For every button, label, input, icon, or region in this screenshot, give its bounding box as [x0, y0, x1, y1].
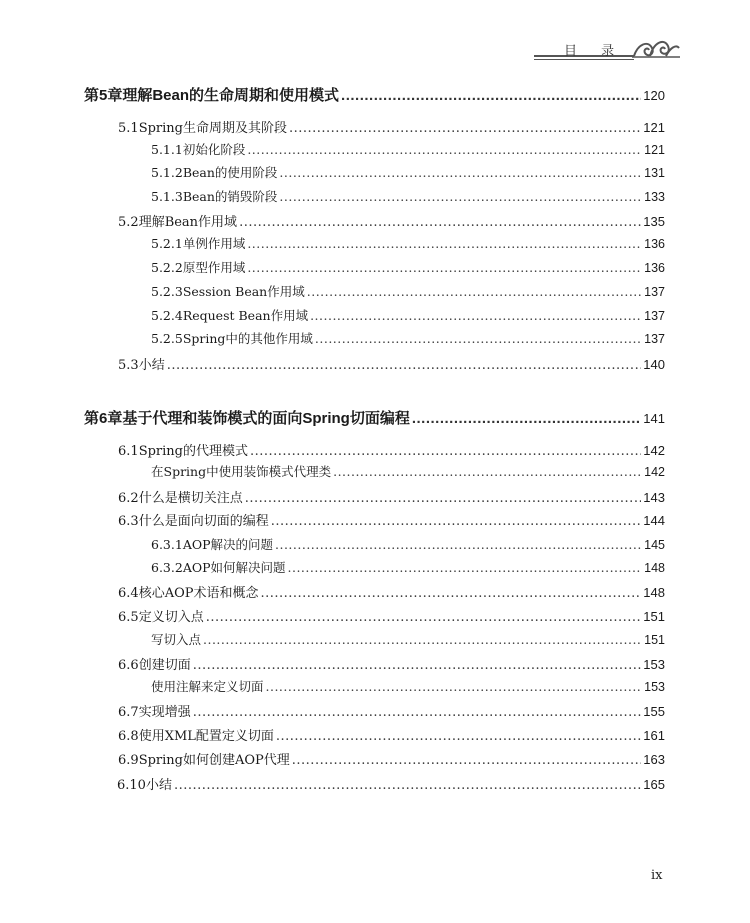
toc-entry-page: 161	[643, 728, 665, 743]
dot-leader	[333, 464, 642, 479]
toc-entry-title: 使用XML配置定义切面	[138, 729, 274, 744]
dot-leader	[239, 215, 641, 230]
dot-leader	[271, 514, 642, 529]
dot-leader	[247, 260, 642, 275]
dot-leader	[412, 410, 641, 427]
toc-entry-page: 165	[643, 777, 665, 792]
toc-entry-page: 151	[644, 633, 665, 647]
toc-subsection-entry[interactable]	[151, 258, 665, 276]
toc-entry-title: Spring中的其他作用域	[182, 331, 313, 346]
toc-section-entry[interactable]	[118, 606, 665, 625]
dot-leader	[279, 165, 642, 180]
toc-entry-title: Request Bean作用域	[182, 308, 309, 323]
toc-entry-title: 实现增强	[138, 705, 191, 720]
toc-entry-title: 理解Bean的生命周期和使用模式	[122, 87, 340, 104]
toc-section-entry[interactable]	[118, 487, 665, 506]
dot-leader	[193, 658, 642, 673]
toc-subsection-entry[interactable]	[151, 558, 665, 576]
toc-subsection-entry[interactable]	[151, 234, 665, 252]
toc-section-entry[interactable]	[117, 774, 665, 793]
toc-entry-title: 创建切面	[138, 658, 191, 673]
dot-leader	[247, 236, 642, 251]
toc-entry-title: 基于代理和装饰模式的面向Spring切面编程	[122, 410, 410, 427]
toc-entry-title: Bean的使用阶段	[182, 165, 278, 180]
toc-entry-title: 写切入点	[151, 632, 202, 647]
toc-entry-number: 6.6	[118, 658, 139, 673]
dot-leader	[275, 537, 642, 552]
toc-entry-number: 6.3.1	[151, 537, 183, 552]
toc-entry-page: 141	[643, 411, 665, 426]
toc-entry-number: 5.2.5	[151, 331, 183, 346]
toc-entry-page: 121	[644, 143, 665, 157]
dot-leader	[250, 444, 641, 459]
toc-entry-page: 153	[643, 657, 665, 672]
toc-entry-page: 148	[643, 585, 665, 600]
toc-entry-title: 什么是面向切面的编程	[138, 514, 269, 529]
toc-subsection-entry[interactable]	[151, 140, 665, 158]
toc-entry-page: 142	[643, 443, 665, 458]
toc-entry-number: 5.2	[118, 215, 139, 230]
toc-entry-number: 6.4	[118, 586, 139, 601]
toc-entry-title: AOP解决的问题	[182, 537, 273, 552]
toc-subsection-entry[interactable]	[151, 306, 665, 324]
dot-leader	[315, 331, 642, 346]
toc-subsection-entry[interactable]	[151, 282, 665, 300]
toc-section-entry[interactable]	[118, 725, 665, 744]
toc-section-entry[interactable]	[118, 749, 665, 768]
toc-entry-title: Spring如何创建AOP代理	[138, 753, 290, 768]
toc-entry-page: 155	[643, 704, 665, 719]
toc-entry-number: 5.3	[118, 358, 139, 373]
running-header	[534, 34, 679, 64]
toc-entry-number: 5.1.1	[151, 142, 183, 157]
dot-leader	[288, 560, 643, 575]
toc-section-entry[interactable]	[118, 211, 665, 230]
dot-leader	[260, 586, 641, 601]
toc-entry-page: 153	[644, 680, 665, 694]
toc-entry-page: 136	[644, 261, 665, 275]
toc-entry-title: Bean的销毁阶段	[182, 189, 278, 204]
toc-entry-number: 5.2.3	[151, 284, 183, 299]
toc-entry-number: 6.10	[117, 778, 146, 793]
toc-section-entry[interactable]	[118, 510, 665, 529]
dot-leader	[174, 778, 641, 793]
dot-leader	[307, 284, 642, 299]
toc-entry-number: 6.9	[118, 753, 139, 768]
toc-entry-number: 5.2.4	[151, 308, 183, 323]
toc-entry-number: 5.2.1	[151, 236, 183, 251]
header-rule-thin	[534, 59, 634, 60]
dot-leader	[266, 679, 643, 694]
toc-entry-title: 理解Bean作用域	[138, 215, 238, 230]
toc-entry-page: 137	[644, 285, 665, 299]
toc-entry-page: 142	[644, 465, 665, 479]
toc-section-entry[interactable]	[118, 117, 665, 136]
toc-entry-title: 在Spring中使用装饰模式代理类	[151, 464, 332, 479]
toc-entry-page: 137	[644, 332, 665, 346]
toc-entry-title: 定义切入点	[138, 610, 204, 625]
header-title: 目 录	[564, 44, 625, 59]
toc-subsection-entry[interactable]	[151, 677, 665, 695]
dot-leader	[276, 729, 641, 744]
toc-chapter-entry[interactable]	[84, 84, 665, 105]
toc-entry-page: 137	[644, 309, 665, 323]
toc-entry-number: 5.2.2	[151, 260, 183, 275]
toc-section-entry[interactable]	[118, 654, 665, 673]
toc-entry-page: 140	[643, 357, 665, 372]
toc-entry-page: 144	[643, 513, 665, 528]
toc-entry-page: 133	[644, 190, 665, 204]
dot-leader	[292, 753, 642, 768]
toc-entry-page: 151	[643, 609, 665, 624]
toc-entry-title: AOP如何解决问题	[182, 560, 286, 575]
toc-entry-title: 核心AOP术语和概念	[138, 586, 259, 601]
dot-leader	[193, 705, 642, 720]
toc-subsection-entry[interactable]	[151, 535, 665, 553]
toc-entry-page: 120	[643, 88, 665, 103]
toc-entry-title: 单例作用域	[182, 236, 246, 251]
toc-entry-page: 135	[643, 214, 665, 229]
dot-leader	[247, 142, 642, 157]
toc-entry-number: 6.2	[118, 491, 139, 506]
toc-entry-title: 原型作用域	[182, 260, 246, 275]
toc-section-entry[interactable]	[118, 701, 665, 720]
toc-entry-title: 小结	[145, 778, 172, 793]
toc-entry-title: 初始化阶段	[182, 142, 246, 157]
toc-entry-number: 6.3	[118, 514, 139, 529]
toc-entry-number: 第6章	[84, 410, 123, 427]
toc-entry-title: Session Bean作用域	[182, 284, 305, 299]
toc-entry-number: 6.1	[118, 444, 139, 459]
toc-entry-title: 使用注解来定义切面	[151, 679, 264, 694]
toc-entry-number: 6.8	[118, 729, 139, 744]
toc-entry-title: 小结	[138, 358, 165, 373]
toc-section-entry[interactable]	[118, 354, 665, 373]
dot-leader	[206, 610, 642, 625]
toc-subsection-entry[interactable]	[151, 329, 665, 347]
dot-leader	[245, 491, 642, 506]
toc-entry-number: 6.7	[118, 705, 139, 720]
dot-leader	[341, 87, 641, 104]
toc-entry-title: Spring生命周期及其阶段	[138, 121, 287, 136]
toc-entry-page: 136	[644, 237, 665, 251]
toc-entry-number: 6.5	[118, 610, 139, 625]
decorative-scroll-icon	[632, 34, 680, 64]
toc-entry-page: 121	[643, 120, 665, 135]
toc-subsection-entry[interactable]	[151, 187, 665, 205]
toc-entry-page: 163	[643, 752, 665, 767]
toc-entry-number: 5.1.2	[151, 165, 183, 180]
toc-entry-page: 143	[643, 490, 665, 505]
toc-subsection-entry[interactable]	[151, 630, 665, 648]
toc-entry-number: 6.3.2	[151, 560, 183, 575]
toc-section-entry[interactable]	[118, 440, 665, 459]
page-number: ix	[651, 868, 663, 883]
toc-chapter-entry[interactable]	[84, 407, 665, 428]
toc-subsection-entry[interactable]	[151, 163, 665, 181]
dot-leader	[289, 121, 641, 136]
toc-entry-number: 第5章	[84, 87, 123, 104]
toc-entry-number: 5.1.3	[151, 189, 183, 204]
dot-leader	[203, 632, 642, 647]
toc-entry-number: 5.1	[118, 121, 139, 136]
toc-entry-page: 148	[644, 561, 665, 575]
dot-leader	[310, 308, 642, 323]
toc-entry-page: 131	[644, 166, 665, 180]
toc-subsection-entry[interactable]	[151, 462, 665, 480]
dot-leader	[279, 189, 642, 204]
toc-entry-title: Spring的代理模式	[138, 444, 248, 459]
toc-section-entry[interactable]	[118, 582, 665, 601]
dot-leader	[167, 358, 642, 373]
toc-entry-title: 什么是横切关注点	[138, 491, 243, 506]
toc-entry-page: 145	[644, 538, 665, 552]
